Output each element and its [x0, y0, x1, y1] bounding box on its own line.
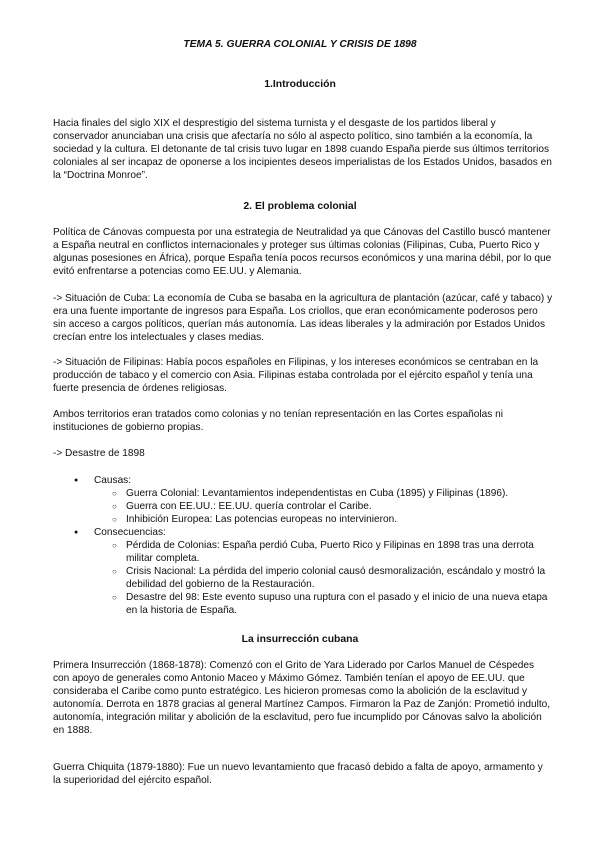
document-title: TEMA 5. GUERRA COLONIAL Y CRISIS DE 1898 — [183, 39, 417, 50]
list-item: ○ Crisis Nacional: La pérdida del imperio colonial causó desmoralización, escándalo y mostró la debilidad del gobierno de la Restauración. — [112, 565, 554, 591]
causes-label: Causas: — [94, 475, 132, 486]
list-item: ○ Guerra con EE.UU.: EE.UU. quería controlar el Caribe. — [112, 500, 554, 513]
list-item: ○ Inhibición Europea: Las potencias europeas no intervinieron. — [112, 513, 554, 526]
consequences-label: Consecuencias: — [94, 527, 166, 538]
cuban-heading: La insurrección cubana — [241, 634, 359, 645]
desastre-list — [74, 474, 554, 617]
cuban-paragraph-primera: Primera Insurrección (1868-1878): Comenzó con el Grito de Yara Liderado por Carlos Manuel de Céspedes con apoyo de generales como Antonio Maceo y Máximo Gómez. También tenían el apoyo de EE.UU. que consideraba el Caribe como punto estratégico. Les hicieron promesas como la abolición de la esclavitud y autonomía. Derrota en 1878 gracias al general Martínez Campos. Firmaron la Paz de Zanjón: Prometió indulto, autonomía, integración militar y abolición de la esclavitud, pero fue incumplido por Cánovas salvo la abolición en 1888. — [53, 660, 551, 736]
colonial-paragraph-territorios: Ambos territorios eran tratados como colonias y no tenían representación en las Cortes españolas ni instituciones de gobierno propias. — [53, 409, 503, 433]
list-item — [74, 474, 554, 526]
colonial-paragraph-filipinas: -> Situación de Filipinas: Había pocos españoles en Filipinas, y los intereses económicos se centraban en la producción de tabaco y el comercio con Asia. Filipinas estaba controlada por el ejército español y tenía una fuerte presencia de órdenes religiosas. — [53, 357, 539, 394]
colonial-paragraph-canovas: Política de Cánovas compuesta por una estrategia de Neutralidad ya que Cánovas del Castillo buscó mantener a España neutral en conflictos internacionales y proteger sus últimas colonias (Filipinas, Cuba, Puerto Rico y algunas posesiones en África), porque España tenía pocos recursos económicos y una marina débil, por lo que evitó enfrentarse a potencias como EE.UU. y Alemania. — [53, 227, 552, 277]
intro-heading: 1.Introducción — [264, 79, 336, 90]
list-item: ○ Desastre del 98: Este evento supuso una ruptura con el pasado y el inicio de una nueva etapa en la historia de España. — [112, 591, 554, 617]
causes-sublist — [94, 487, 554, 526]
colonial-heading: 2. El problema colonial — [243, 201, 357, 212]
cuban-paragraph-chiquita: Guerra Chiquita (1879-1880): Fue un nuevo levantamiento que fracasó debido a falta de apoyo, armamento y la superioridad del ejército español. — [53, 762, 543, 786]
colonial-paragraph-cuba: -> Situación de Cuba: La economía de Cuba se basaba en la agricultura de plantación (azúcar, café y tabaco) y era una fuente importante de ingresos para España. Los criollos, que eran económicamente poderosos pero sin acceso a cargos políticos, querían más autonomía. Las ideas liberales y la admiración por Estados Unidos crecían entre los intelectuales y clases medias. — [53, 293, 553, 343]
colonial-paragraph-desastre: -> Desastre de 1898 — [53, 448, 145, 459]
list-item: ○ Guerra Colonial: Levantamientos independentistas en Cuba (1895) y Filipinas (1896). — [112, 487, 554, 500]
list-item: ○ Pérdida de Colonias: España perdió Cuba, Puerto Rico y Filipinas en 1898 tras una derrota militar completa. — [112, 539, 554, 565]
list-item — [74, 526, 554, 617]
consequences-sublist — [94, 539, 554, 617]
intro-paragraph: Hacia finales del siglo XIX el desprestigio del sistema turnista y el desgaste de los partidos liberal y conservador anunciaban una crisis que afectaría no sólo al aspecto político, sino también a la economía, la sociedad y la cultura. El detonante de tal crisis tuvo lugar en 1898 cuando España pierde sus últimos territorios coloniales al ser incapaz de oponerse a los incipientes deseos imperialistas de los Estados Unidos, basados en la “Doctrina Monroe”. — [53, 118, 552, 181]
